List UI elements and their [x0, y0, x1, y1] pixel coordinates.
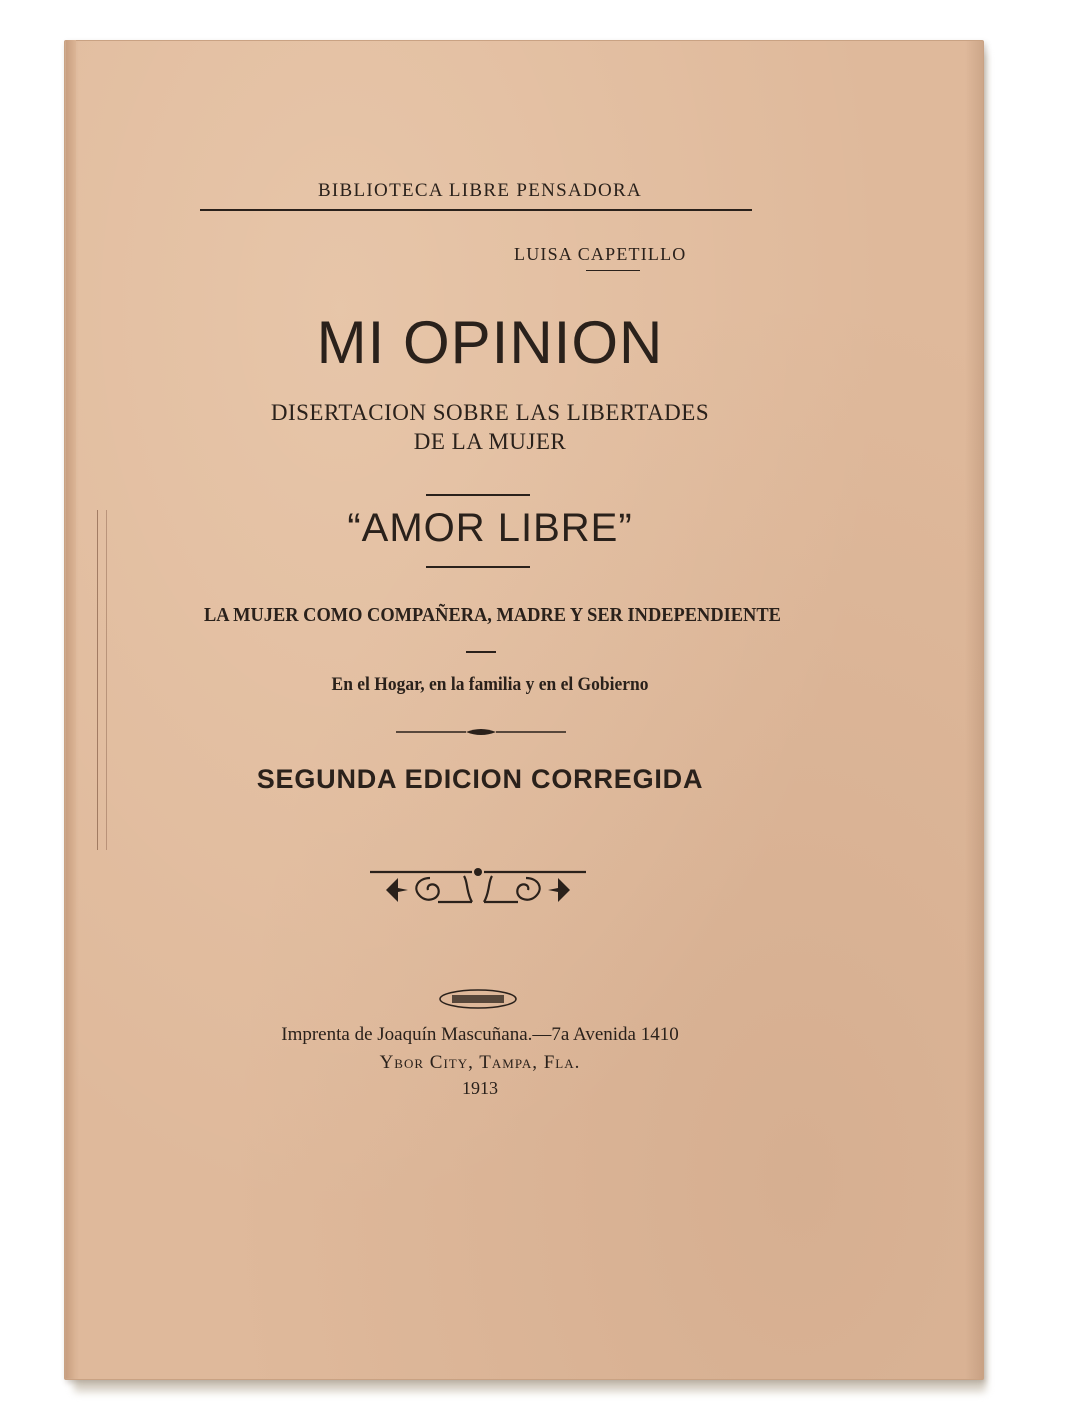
spine-edge — [66, 40, 76, 1378]
printer-mark-icon — [438, 988, 518, 1010]
author-underline — [586, 270, 640, 271]
edition-label: SEGUNDA EDICION CORREGIDA — [256, 764, 704, 794]
city-line: Ybor City, Tampa, Fla. — [379, 1052, 581, 1073]
ornamental-divider-icon — [396, 724, 566, 740]
printer-line: Imprenta de Joaquín Mascuñana.—7a Avenida 1410 — [281, 1024, 679, 1045]
spheres-line: En el Hogar, en la familia y en el Gobierno — [331, 674, 649, 695]
scroll-ornament-icon — [368, 862, 588, 914]
author-name: LUISA CAPETILLO — [514, 244, 687, 264]
theme-line: LA MUJER COMO COMPAÑERA, MADRE Y SER INDEPENDIENTE — [204, 604, 781, 626]
book-title: MI OPINION — [316, 309, 664, 376]
divider-rule — [426, 494, 530, 496]
subtitle-line-2: DE LA MUJER — [413, 429, 567, 454]
series-rule — [200, 209, 752, 211]
divider-rule — [426, 566, 530, 568]
binding-stitch — [97, 510, 107, 850]
short-divider-rule — [466, 651, 496, 653]
series-name: BIBLIOTECA LIBRE PENSADORA — [317, 180, 643, 201]
second-title: “AMOR LIBRE” — [347, 506, 633, 550]
publication-year: 1913 — [462, 1078, 498, 1098]
subtitle-line-1: DISERTACION SOBRE LAS LIBERTADES — [270, 400, 710, 425]
book-cover — [64, 40, 984, 1380]
